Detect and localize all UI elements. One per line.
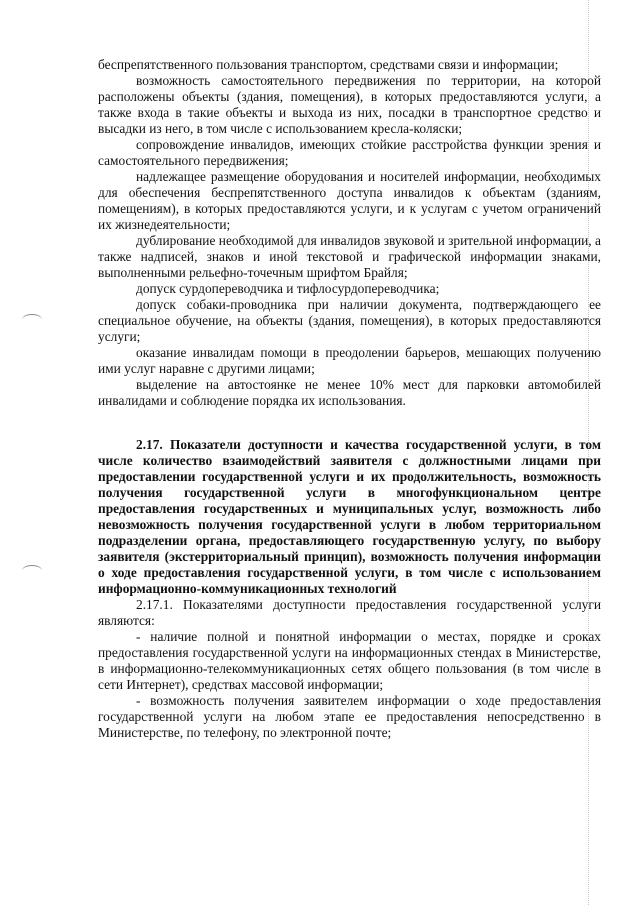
paragraph: выделение на автостоянке не менее 10% мест для парковки автомобилей инвалидами и соблюдение порядка их использования. <box>98 377 601 408</box>
paragraph: возможность самостоятельного передвижения по территории, на которой расположены объекты (здания, помещения), в которых предоставляются услуги, а также входа в такие объекты и выхода из них, посадки в транспортное средство и высадки из него, в том числе с использованием кресла-коляски; <box>98 73 601 136</box>
paragraph: допуск сурдопереводчика и тифлосурдопереводчика; <box>136 281 440 296</box>
paragraph: 2.17.1. Показателями доступности предоставления государственной услуги являются: <box>98 597 601 628</box>
paragraph: - возможность получения заявителем информации о ходе предоставления государственной услуги на любом этапе ее предоставления непосредственно в Министерстве, по телефону, по электронной почте; <box>98 693 601 740</box>
paragraph: - наличие полной и понятной информации о местах, порядке и сроках предоставления государственной услуги на информационных стендах в Министерстве, в информационно-телекоммуникационных сетях общего пользования (в том числе в сети Интернет), средствах массовой информации; <box>98 629 601 692</box>
scan-mark <box>22 565 42 576</box>
paragraph: дублирование необходимой для инвалидов звуковой и зрительной информации, а также надписей, знаков и иной текстовой и графической информации знаками, выполненными рельефно-точечным шрифтом Брайля; <box>98 233 601 280</box>
paragraph: надлежащее размещение оборудования и носителей информации, необходимых для обеспечения беспрепятственного доступа инвалидов к объектам (зданиям, помещениям), в которых предоставляются услуги, и к услугам с учетом ограничений их жизнедеятельности; <box>98 169 601 232</box>
paragraph: оказание инвалидам помощи в преодолении барьеров, мешающих получению ими услуг наравне с другими лицами; <box>98 345 601 376</box>
paragraph: беспрепятственного пользования транспортом, средствами связи и информации; <box>98 57 559 72</box>
document-page <box>98 57 601 741</box>
section-gap <box>98 409 601 437</box>
section-heading: 2.17. Показатели доступности и качества государственной услуги, в том числе количество взаимодействий заявителя с должностными лицами при предоставлении государственной услуги и их продолжительность, возможность получения государственной услуги в многофункциональном центре предоставления государственных и муниципальных услуг, возможность либо невозможность получения государственной услуги в любом территориальном подразделении органа, предоставляющего государственную услугу, по выбору заявителя (экстерриториальный принцип), возможность получения информации о ходе предоставления государственной услуги, в том числе с использованием информационно-коммуникационных технологий <box>98 437 601 596</box>
scan-mark <box>22 314 42 325</box>
paragraph: допуск собаки-проводника при наличии документа, подтверждающего ее специальное обучение, на объекты (здания, помещения), в которых предоставляются услуги; <box>98 297 601 344</box>
paragraph: сопровождение инвалидов, имеющих стойкие расстройства функции зрения и самостоятельного передвижения; <box>98 137 601 168</box>
